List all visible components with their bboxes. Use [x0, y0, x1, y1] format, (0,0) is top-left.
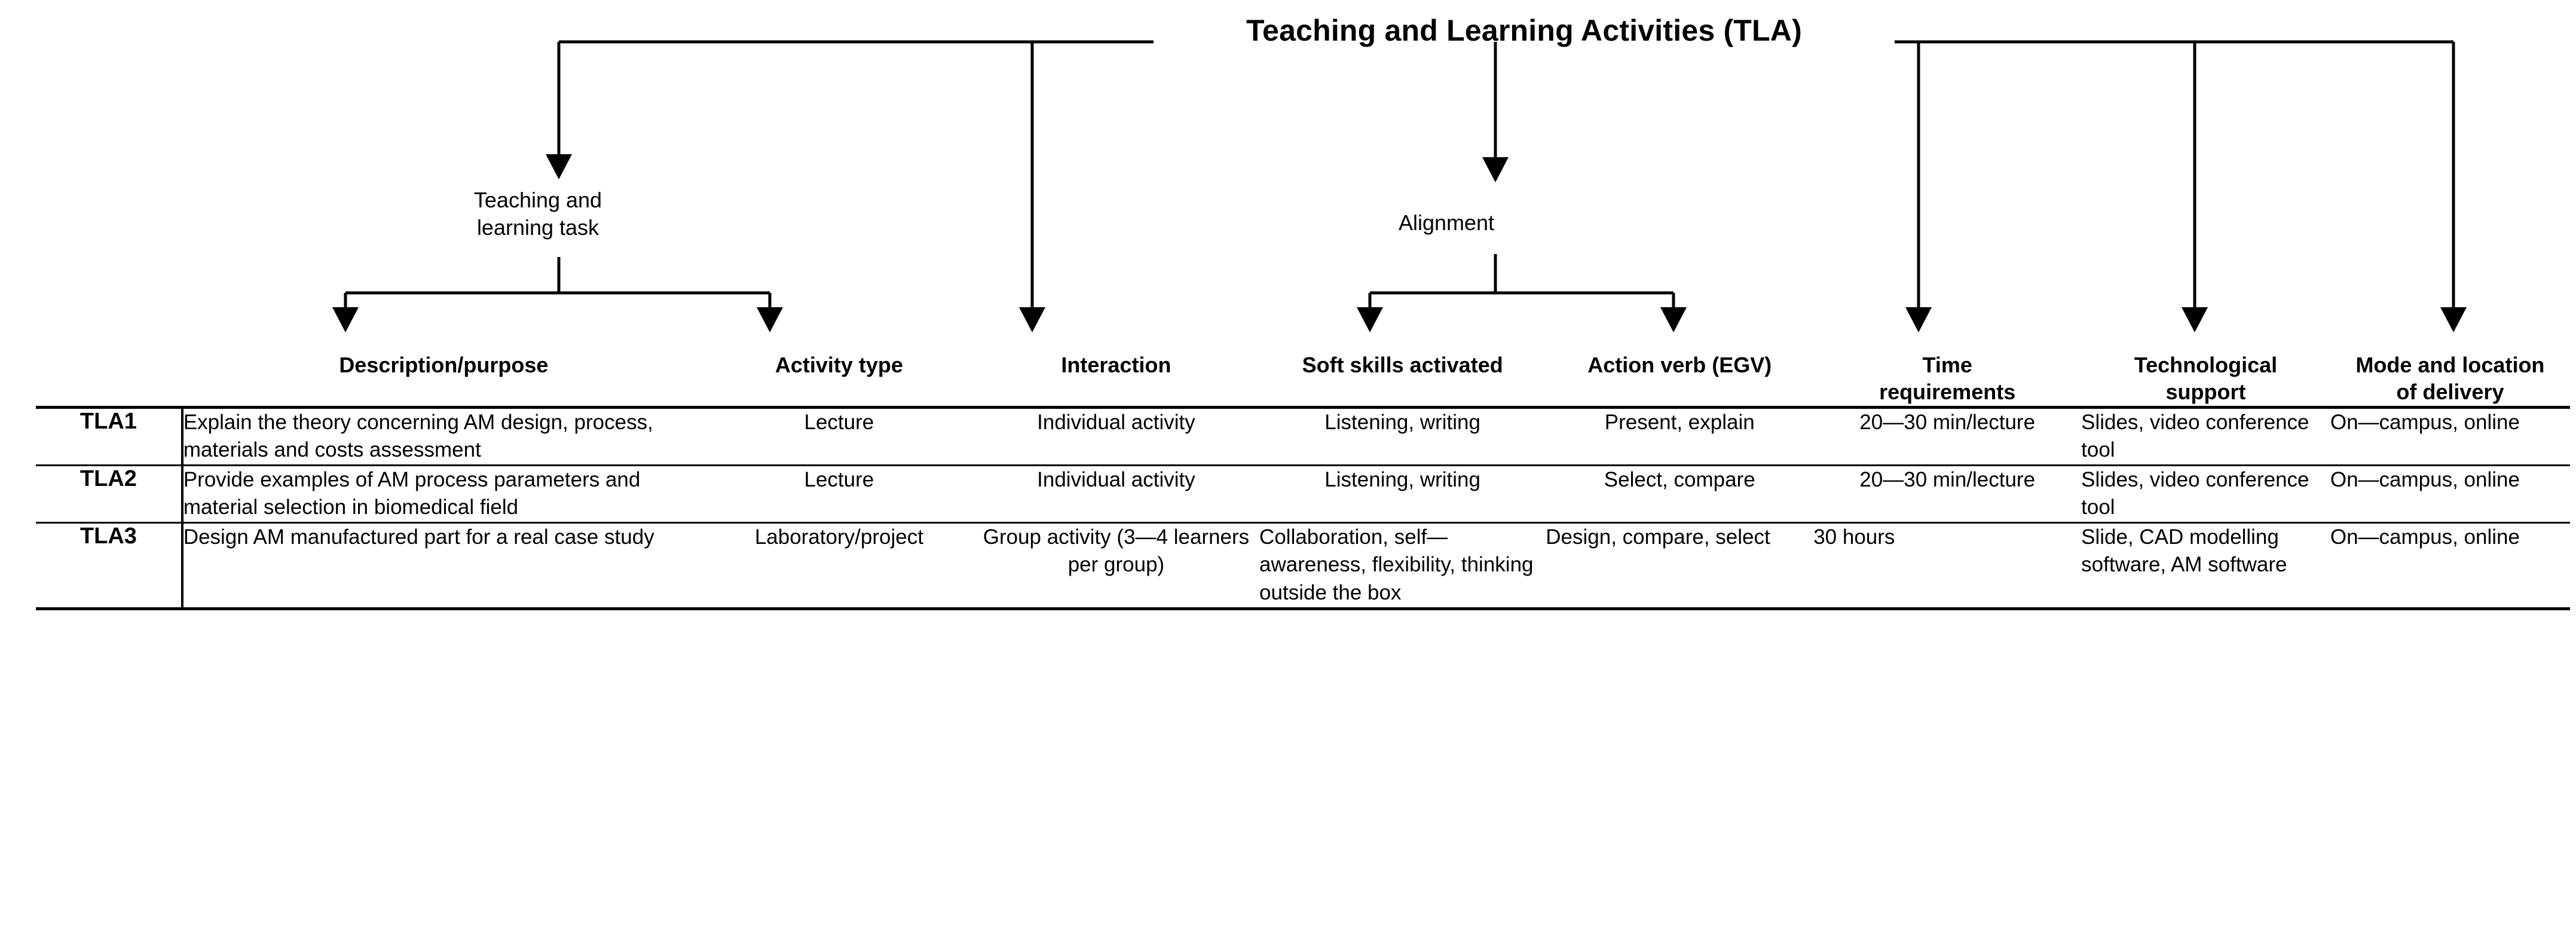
table-bottom-rule [36, 608, 2570, 610]
column-header-description: Description/purpose [339, 353, 549, 377]
cell-activity-type-tla2: Lecture [705, 465, 973, 522]
column-header-time-requirements [1813, 351, 2081, 407]
tla-table [36, 351, 2570, 610]
cell-soft-skills-tla2: Listening, writing [1259, 465, 1546, 522]
table-row [36, 465, 2570, 522]
cell-action-verb-tla1: Present, explain [1546, 407, 1813, 465]
cell-action-verb-tla3: Design, compare, select [1546, 522, 1813, 608]
column-header-soft-skills: Soft skills activated [1302, 353, 1503, 377]
cell-description-tla2: Provide examples of AM process parameters and material selection in biomedical field [182, 465, 705, 522]
page-title: Teaching and Learning Activities (TLA) [1246, 14, 1802, 47]
column-header-mode-line2: of delivery [2396, 380, 2504, 405]
cell-action-verb-tla2: Select, compare [1546, 465, 1813, 522]
cell-interaction-tla3: Group activity (3—4 learners per group) [973, 522, 1259, 608]
cell-tech-tla3: Slide, CAD modelling software, AM software [2081, 522, 2330, 608]
group-label-teaching-line1: Teaching and [473, 188, 602, 212]
column-header-activity-type: Activity type [775, 353, 903, 377]
cell-activity-type-tla1: Lecture [705, 407, 973, 465]
column-header-action-verb: Action verb (EGV) [1587, 353, 1772, 377]
table-header-row [36, 351, 2570, 407]
cell-interaction-tla2: Individual activity [973, 465, 1259, 522]
cell-time-tla2: 20—30 min/lecture [1813, 465, 2081, 522]
row-id-tla2: TLA2 [36, 465, 182, 522]
column-header-time-line2: requirements [1879, 380, 2016, 405]
table-row [36, 522, 2570, 608]
cell-mode-tla1: On—campus, online [2330, 407, 2570, 465]
group-label-alignment: Alignment [1398, 210, 1495, 235]
cell-time-tla1: 20—30 min/lecture [1813, 407, 2081, 465]
cell-mode-tla2: On—campus, online [2330, 465, 2570, 522]
cell-description-tla1: Explain the theory concerning AM design, process, materials and costs assessment [182, 407, 705, 465]
group-label-teaching-learning-task [418, 186, 657, 241]
table-row [36, 407, 2570, 465]
column-header-mode-line1: Mode and location [2355, 353, 2545, 377]
cell-tech-tla1: Slides, video conference tool [2081, 407, 2330, 465]
cell-soft-skills-tla1: Listening, writing [1259, 407, 1546, 465]
cell-description-tla3: Design AM manufactured part for a real case study [182, 522, 705, 608]
cell-soft-skills-tla3: Collaboration, self—awareness, flexibility, thinking outside the box [1259, 522, 1546, 608]
column-header-tech-line2: support [2165, 380, 2246, 405]
column-header-technological-support [2081, 351, 2330, 407]
column-header-tech-line1: Technological [2134, 353, 2278, 377]
column-header-time-line1: Time [1922, 353, 1972, 377]
column-header-id [36, 351, 182, 407]
column-header-interaction: Interaction [1061, 353, 1171, 377]
cell-activity-type-tla3: Laboratory/project [705, 522, 973, 608]
cell-tech-tla2: Slides, video conference tool [2081, 465, 2330, 522]
cell-mode-tla3: On—campus, online [2330, 522, 2570, 608]
group-label-teaching-line2: learning task [476, 215, 599, 240]
row-id-tla1: TLA1 [36, 407, 182, 465]
cell-time-tla3: 30 hours [1813, 522, 2081, 608]
column-header-mode-of-delivery [2330, 351, 2570, 407]
cell-interaction-tla1: Individual activity [973, 407, 1259, 465]
row-id-tla3: TLA3 [36, 522, 182, 608]
